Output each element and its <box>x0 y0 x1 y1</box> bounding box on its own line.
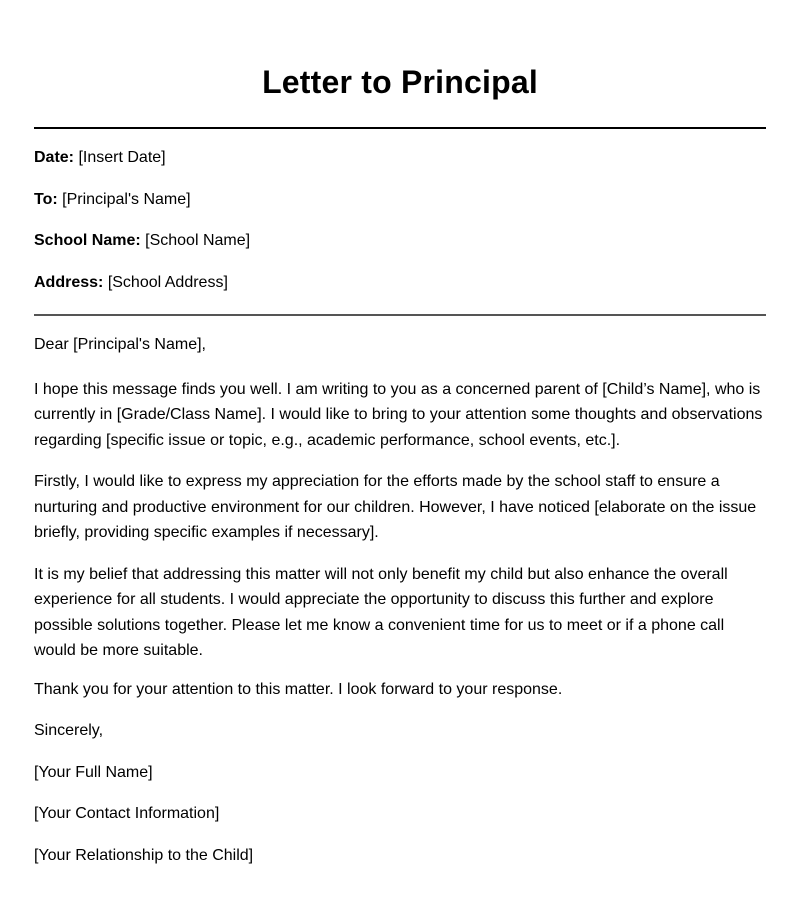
date-field <box>34 148 766 168</box>
closing: Sincerely, <box>34 722 104 739</box>
header-fields <box>34 148 766 293</box>
salutation: Dear [Principal's Name], <box>34 336 206 353</box>
signature-relationship: [Your Relationship to the Child] <box>34 846 254 864</box>
date-label: Date: <box>34 149 75 166</box>
date-value: [Insert Date] <box>78 149 166 166</box>
address-field <box>34 273 766 293</box>
school-name-label: School Name: <box>34 232 141 249</box>
paragraph-intro: I hope this message finds you well. I am writing to you as a concerned parent of [Child’s Name], who is currently in [Grade/Class Name]. I would like to bring to your attention some thoughts and observations regarding [specific issue or topic, e.g., academic performance, school events, etc.]. <box>34 380 763 449</box>
letter-body <box>34 335 766 866</box>
paragraph-request: It is my belief that addressing this matter will not only benefit my child but also enhance the overall experience for all students. I would appreciate the opportunity to discuss this further and explore possible solutions together. Please let me know a convenient time for us to meet or if a phone call would be more suitable. <box>34 565 728 659</box>
school-name-field <box>34 231 766 251</box>
page-title: Letter to Principal <box>262 64 538 100</box>
school-name-value: [School Name] <box>145 232 251 249</box>
address-value: [School Address] <box>107 273 228 291</box>
signature-name: [Your Full Name] <box>34 763 153 781</box>
signature-contact: [Your Contact Information] <box>34 805 220 822</box>
paragraph-thanks: Thank you for your attention to this matter. I look forward to your response. <box>34 680 563 698</box>
to-value: [Principal's Name] <box>62 190 191 208</box>
address-label: Address: <box>34 273 104 291</box>
fields-divider <box>34 314 766 316</box>
paragraph-appreciation: Firstly, I would like to express my appreciation for the efforts made by the school staff to ensure a nurturing and productive environment for our children. However, I have noticed [elaborate on the issue briefly, providing specific examples if necessary]. <box>34 473 757 541</box>
to-field <box>34 190 766 210</box>
title-divider <box>34 127 766 129</box>
to-label: To: <box>34 190 58 208</box>
